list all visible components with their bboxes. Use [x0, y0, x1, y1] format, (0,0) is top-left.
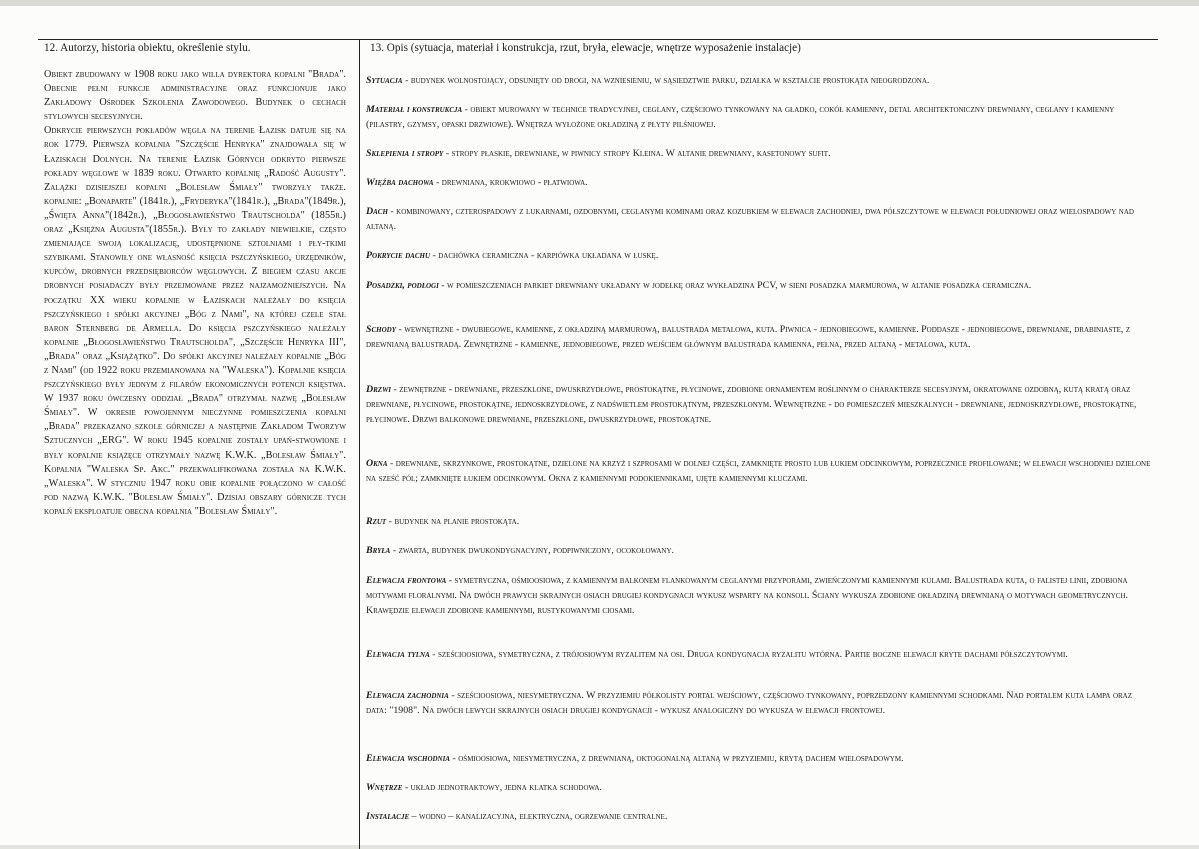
entry-text: sześcioosiowa, niesymetryczna. W przyziemiu półkolisty portal wejściowy, częściowo tynkowany, poprzedzony kamiennymi schodkami. Nad portalem kuta lampa oraz data: "1908". Na dwóch lewych skrajnych osiach drugiej kondygnacji - wykusz analogiczny do wykusza w elewacji frontowej. [366, 690, 1133, 717]
header-rule [38, 39, 1158, 40]
column-divider [359, 39, 360, 849]
history-paragraph-1: Obiekt zbudowany w 1908 roku jako willa dyrektora kopalni "Brada". Obecnie pełni funkcje administracyjne oraz funkcjonuje jako Zakładowy Ośrodek Szkolenia Zawodowego. Budynek o cechach stylowych secesyjnych. [44, 69, 346, 123]
entry-sklepienia [366, 146, 1154, 161]
entry-label: Bryła - [366, 545, 399, 556]
entry-bryla [366, 543, 1154, 558]
entry-wnetrze [366, 780, 1154, 795]
entry-elewacja-zachodnia [366, 688, 1154, 718]
entry-label: Instalacje – [366, 811, 419, 822]
entry-text: dachówka ceramiczna - karpiówka układana w łuskę. [438, 250, 659, 261]
entry-label: Elewacja wschodnia - [366, 753, 458, 764]
entry-pokrycie [366, 248, 1154, 263]
entry-text: obiekt murowany w technice tradycyjnej, ceglany, częściowo tynkowany na gładko, cokół kamienny, detal architektoniczny drewniany, ceglany i kamienny (pilastry, gzymsy, opaski drzwiowe). Wnętrza wyłożone okładziną z płyty pilśniowej. [366, 104, 1115, 131]
entry-text: zewnętrzne - drewniane, przeszklone, dwuskrzydłowe, prostokątne, płycinowe, zdobione ornamentem roślinnym o charakterze secesyjnym, okratowane ozdobną, kutą kratą oraz drewniane, płycinowe, prostokątne, jednoskrzydłowe, z nadświetlem prostokątnym, przeszklonym. Wewnętrzne - do pomieszczeń mieszkalnych - drewniane, jednoskrzydłowe, prostokątne, płycinowe. Drzwi balkonowe drewniane, przeszklone, dwuskrzydłowe, prostokątne. [366, 384, 1137, 426]
entry-label: Sklepienia i stropy - [366, 148, 452, 159]
entry-drzwi [366, 382, 1154, 428]
entry-label: Dach - [366, 206, 396, 217]
entry-rzut [366, 514, 1154, 529]
entry-label: Sytuacja - [366, 75, 411, 86]
entry-elewacja-frontowa [366, 573, 1154, 619]
entry-wiezba [366, 175, 1154, 190]
entry-label: Materiał i konstrukcja - [366, 104, 470, 115]
entry-elewacja-tylna [366, 647, 1154, 662]
entry-label: Elewacja zachodnia - [366, 690, 457, 701]
entry-text: sześcioosiowa, symetryczna, z trójosiowym ryzalitem na osi. Druga kondygnacja ryzalitu wtórna. Partie boczne elewacji kryte dachami półszczytowymi. [438, 649, 1068, 660]
entry-label: Rzut - [366, 516, 394, 527]
entry-label: Schody - [366, 324, 404, 335]
scan-top-edge [0, 0, 1199, 6]
entry-text: kombinowany, czterospadowy z lukarnami, ozdobnymi, ceglanymi kominami oraz kozubkiem w elewacji zachodniej, dwa półszczytowe w elewacji południowej oraz wielospadowy nad altaną. [366, 206, 1134, 233]
entry-text: drewniane, skrzynkowe, prostokątne, dzielone na krzyż i szprosami w dolnej części, zamknięte prosto lub łukiem odcinkowym, poprzecznice profilowane; w elewacji wschodniej dzielone na sześć pól; zamknięte łukiem odcinkowym. Okna z kamiennymi podokiennikami, ujęte kamiennymi kluczami. [366, 458, 1151, 485]
entry-text: układ jednotraktowy, jedna klatka schodowa. [410, 782, 602, 793]
entry-elewacja-wschodnia [366, 751, 1154, 766]
section-13-heading: 13. Opis (sytuacja, materiał i konstrukcja, rzut, bryła, elewacje, wnętrze wyposażenie instalacje) [370, 42, 801, 54]
entry-text: wewnętrzne - dwubiegowe, kamienne, z okładziną marmurową, balustrada metalowa, kuta. Piwnica - jednobiegowe, kamienne. Poddasze - jednobiegowe, drewniane, drabiniaste, z drewnianą balustradą. Zewnętrzne - kamienne, jednobiegowe, przed wejściem głównym balustrada kamienna, pełna, przed altaną - metalowa, kuta. [366, 324, 1131, 351]
entry-text: w pomieszczeniach parkiet drewniany układany w jodełkę oraz wykładzina PCV, w sieni posadzka marmurowa, w altanie posadzka ceramiczna. [447, 280, 1032, 291]
entry-label: Drzwi - [366, 384, 399, 395]
section-12-heading: 12. Autorzy, historia obiektu, określenie stylu. [44, 42, 251, 54]
entry-dach [366, 204, 1154, 234]
entry-text: wodno – kanalizacyjna, elektryczna, ogrzewanie centralne. [419, 811, 668, 822]
entry-text: budynek wolnostojący, odsunięty od drogi, na wzniesieniu, w sąsiedztwie parku, działka w kształcie prostokąta nieogrodzona. [410, 75, 930, 86]
scan-bottom-edge [0, 845, 1199, 849]
entry-text: zwarta, budynek dwukondygnacyjny, podpiwniczony, ocokołowany. [398, 545, 675, 556]
history-text [44, 68, 346, 519]
entry-label: Wnętrze - [366, 782, 411, 793]
entry-label: Elewacja tylna - [366, 649, 438, 660]
history-paragraph-2: Odkrycie pierwszych pokładów węgla na terenie Łazisk datuje się na rok 1779. Pierwsza kopalnia "Szczęście Henryka" znajdowała się w Łaziskach Dolnych. Na terenie Łazisk Górnych odkryto pierwsze pokłady węglowe w 1839 roku. Otwarto kopalnię „Radość Augusty". Zalążki dzisiejszej kopalni „Bolesław Śmiały" tworzyły także. kopalnie: „Bonaparte" (1841r.), „Fryderyka"(1841r.), „Brada"(1849r.), „Święta Anna"(1842r.), „Błogosławieństwo Trautscholda" (1855r.) oraz „Księżna Augusta"(1855r.). Były to zakłady niewielkie, często zmieniające swoją lokalizację, udostępnione sztolniami i pły-tkimi szybikami. Stanowiły one własność księcia pszczyńskiego, urzędników, kupców, drobnych przedsiębiorców węglowych. Z biegiem czasu akcje drobnych posiadaczy były przejmowane przez najzamożniejszych. Na początku XX wieku kopalnie w Łaziskach należały do księcia pszczyńskiego i spółki akcyjnej „Bóg z Nami", na której czele stał baron Sternberg de Armella. Do księcia pszczyńskiego należały kopalnie „Błogosławieństwo Trautscholda", „Szczęście Henryka III", „Brada" oraz „Książątko". Do spółki akcyjnej należały kopalnie „Bóg z Nami" (od 1922 roku przemianowana na "Waleska"). Kopalnie księcia pszczyńskiego były jednym z filarów ekonomicznych potencji księstwa. W 1937 roku ówczesny oddział „Brada" otrzymał nazwę „Bolesław Śmiały". W okresie powojennym nieczynne pomieszczenia kopalni „Brada" przekazano szkole górniczej a następnie Zakładom Tworzyw Sztucznych „ERG". W roku 1945 kopalnie zostały upań-stwowione i były kopalnie książęce otrzymały nazwę K.W.K. „Bolesław Śmiały". Kopalnia "Waleska Sp. Akc." przekwalifikowana została na K.W.K. „Waleska". W styczniu 1947 roku obie kopalnie połączono w całość pod nazwą K.W.K. "Bolesław Śmiały". Dzisiaj obszary górnicze tych kopalń eksploatuje obecna kopalnia "Bolesław Śmiały". [44, 125, 346, 517]
entry-material [366, 102, 1154, 132]
entry-label: Pokrycie dachu - [366, 250, 438, 261]
entry-label: Posadzki, podłogi - [366, 280, 447, 291]
entry-label: Okna - [366, 458, 396, 469]
entry-instalacje [366, 809, 1154, 824]
entry-text: stropy płaskie, drewniane, w piwnicy stropy Kleina. W altanie drewniany, kasetonowy sufit. [451, 148, 831, 159]
entry-text: symetryczna, ośmioosiowa, z kamiennym balkonem flankowanym ceglanymi przyporami, zwieńczonymi kamiennymi kulami. Balustrada kuta, o falistej linii, zdobiona motywami floralnymi. Na dwóch prawych skrajnych osiach drugiej kondygnacji wykusz wsparty na konsoli. Ściany wykusza zdobione okładziną drewnianą o motywach geometrycznych. Krawędzie elewacji zdobione kamiennymi, rustykowanymi ciosami. [366, 575, 1128, 617]
entry-text: ośmioosiowa, niesymetryczna, z drewnianą, oktogonalną altaną w przyziemiu, krytą dachem wielospadowym. [458, 753, 904, 764]
entry-posadzki [366, 278, 1154, 293]
entry-label: Elewacja frontowa - [366, 575, 454, 586]
entry-text: drewniana, krokwiowo - płatwiowa. [441, 177, 588, 188]
entry-okna [366, 456, 1154, 486]
entry-text: budynek na planie prostokąta. [394, 516, 520, 527]
entry-schody [366, 322, 1154, 352]
entry-sytuacja [366, 73, 1154, 88]
entry-label: Więźba dachowa - [366, 177, 442, 188]
